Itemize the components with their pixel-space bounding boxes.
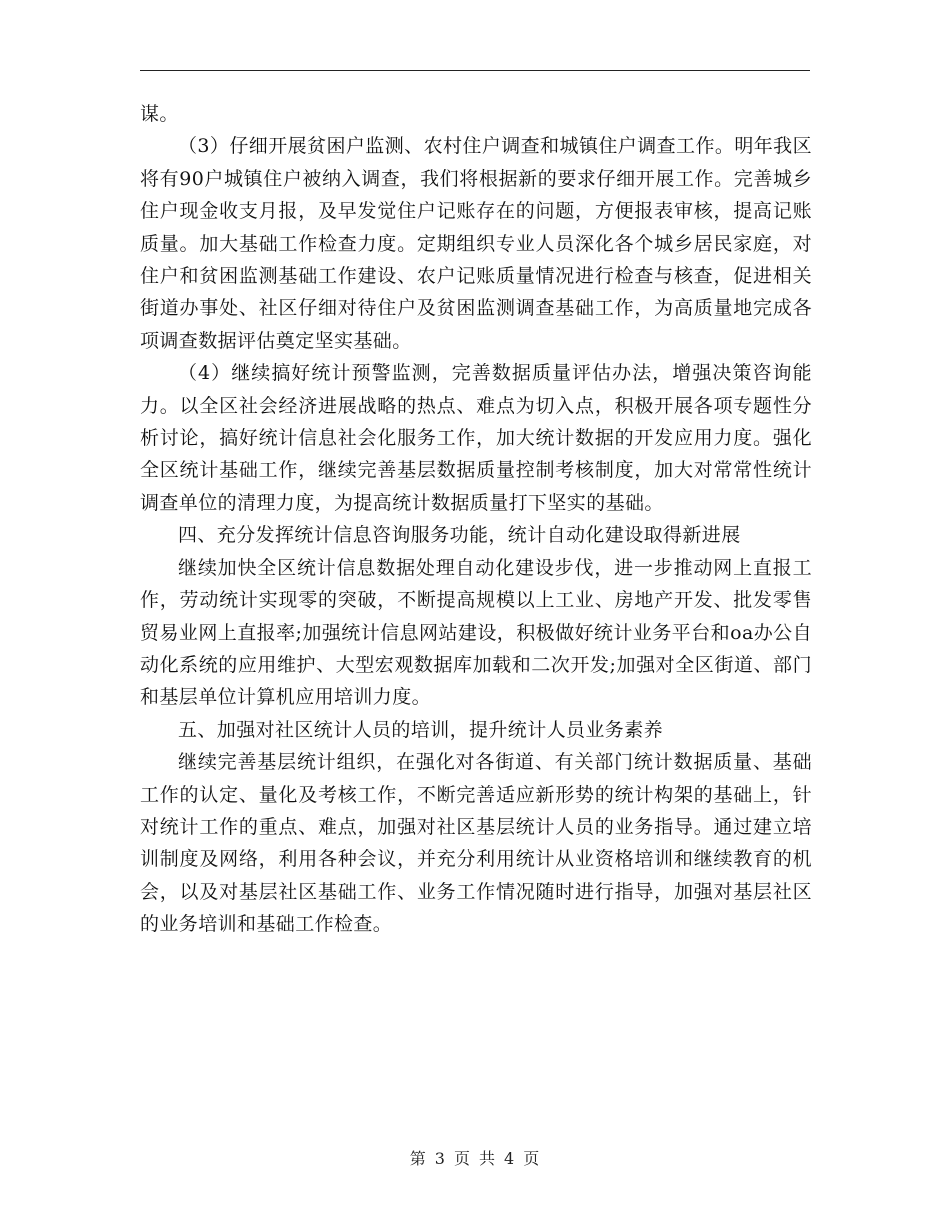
document-body (140, 98, 812, 941)
paragraph-training: 继续完善基层统计组织，在强化对各街道、有关部门统计数据质量、基础工作的认定、量化及考核工作，不断完善适应新形势的统计构架的基础上，针对统计工作的重点、难点，加强对社区基层统计人员的业务指导。通过建立培训制度及网络，利用各种会议，并充分利用统计从业资格培训和继续教育的机会，以及对基层社区基础工作、业务工作情况随时进行指导，加强对基层社区的业务培训和基础工作检查。 (140, 751, 812, 936)
paragraph-statistics-warning: （4）继续搞好统计预警监测，完善数据质量评估办法，增强决策咨询能力。以全区社会经济进展战略的热点、难点为切入点，积极开展各项专题性分析讨论，搞好统计信息社会化服务工作，加大统计数据的开发应用力度。强化全区统计基础工作，继续完善基层数据质量控制考核制度，加大对常常性统计调查单位的清理力度，为提高统计数据质量打下坚实的基础。 (140, 362, 812, 514)
page-footer (0, 1148, 950, 1170)
section-heading-four: 四、充分发挥统计信息咨询服务功能，统计自动化建设取得新进展 (178, 524, 741, 547)
footer-page-word: 页 (453, 1149, 471, 1168)
paragraph-automation: 继续加快全区统计信息数据处理自动化建设步伐，进一步推动网上直报工作，劳动统计实现零的突破，不断提高规模以上工业、房地产开发、批发零售贸易业网上直报率;加强统计信息网站建设，积极做好统计业务平台和oa办公自动化系统的应用维护、大型宏观数据库加载和二次开发;加强对全区街道、部门和基层单位计算机应用培训力度。 (140, 556, 812, 709)
footer-total-word: 页 (523, 1149, 541, 1168)
paragraph-poverty-survey: （3）仔细开展贫困户监测、农村住户调查和城镇住户调查工作。明年我区将有90户城镇住户被纳入调查，我们将根据新的要求仔细开展工作。完善城乡住户现金收支月报，及早发觉住户记账存在的问题，方便报表审核，提高记账质量。加大基础工作检查力度。定期组织专业人员深化各个城乡居民家庭，对住户和贫困监测基础工作建设、农户记账质量情况进行检查与核查，促进相关街道办事处、社区仔细对待住户及贫困监测调查基础工作，为高质量地完成各项调查数据评估奠定坚实基础。 (140, 135, 812, 352)
footer-total-pages: 4 (504, 1149, 516, 1168)
footer-page-prefix: 第 (409, 1149, 427, 1168)
section-heading-five: 五、加强对社区统计人员的培训，提升统计人员业务素养 (178, 718, 664, 741)
footer-total-prefix: 共 (479, 1149, 497, 1168)
header-rule (140, 70, 810, 71)
paragraph-continuation: 谋。 (140, 103, 179, 125)
footer-current-page: 3 (434, 1149, 446, 1168)
